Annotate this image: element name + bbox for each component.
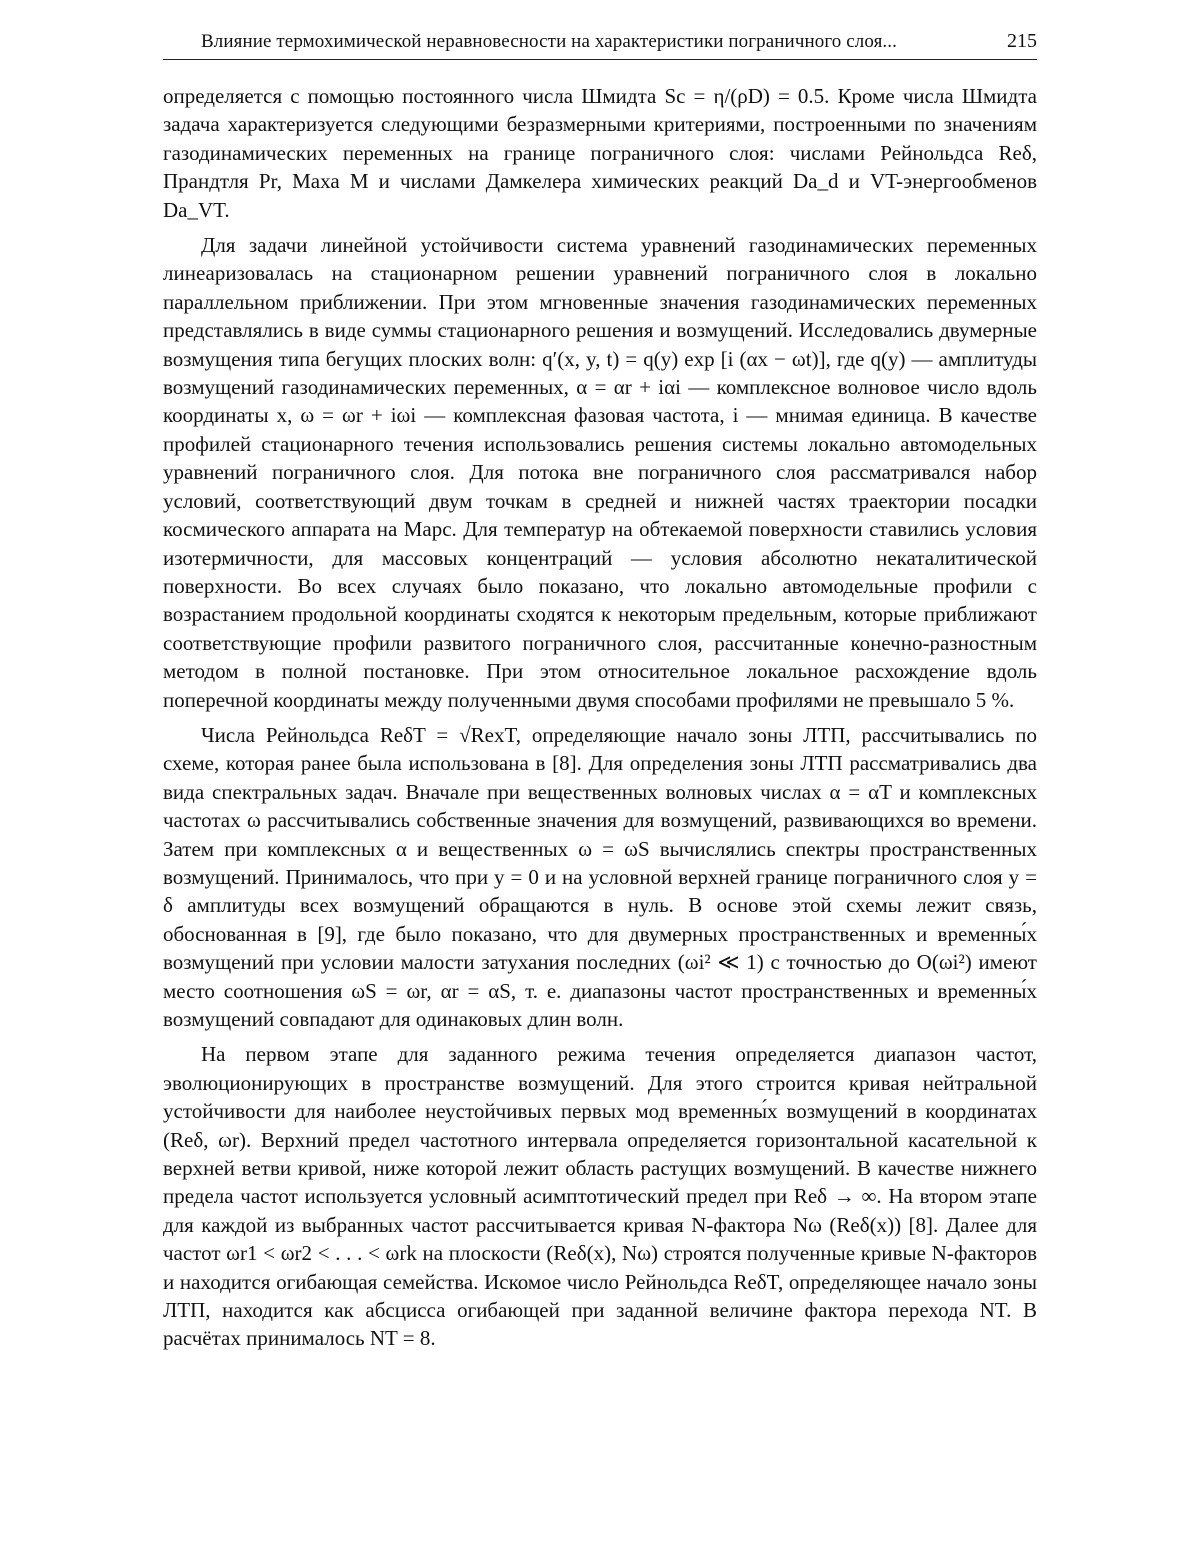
page-number: 215 (1007, 30, 1037, 52)
page (163, 30, 1037, 1360)
running-header (163, 30, 1037, 60)
paragraph-1: определяется с помощью постоянного числа Шмидта Sc = η/(ρD) = 0.5. Кроме числа Шмидта задача характеризуется следующими безразмерными критериями, построенными по значениям газодинамических переменных на границе пограничного слоя: числами Рейнольдса Reδ, Прандтля Pr, Маха M и числами Дамкелера химических реакций Da_d и VT-энергообменов Da_VT. (163, 84, 1037, 222)
running-title: Влияние термохимической неравновесности на характеристики пограничного слоя... (201, 31, 897, 52)
paragraph-3: Числа Рейнольдса ReδT = √RexT, определяющие начало зоны ЛТП, рассчитывались по схеме, которая ранее была использована в [8]. Для определения зоны ЛТП рассматривались два вида спектральных задач. Вначале при вещественных волновых числах α = αT и комплексных частотах ω рассчитывались собственные значения для возмущений, развивающихся во времени. Затем при комплексных α и вещественных ω = ωS вычислялись спектры пространственных возмущений. Принималось, что при y = 0 и на условной верхней границе пограничного слоя y = δ амплитуды всех возмущений обращаются в нуль. В основе этой схемы лежит связь, обоснованная в [9], где было показано, что для двумерных пространственных и временны́х возмущений при условии малости затухания последних (ωi² ≪ 1) с точностью до O(ωi²) имеют место соотношения ωS = ωr, αr = αS, т. е. диапазоны частот пространственных и временны́х возмущений совпадают для одинаковых длин волн. (163, 722, 1037, 1031)
paragraph-2: Для задачи линейной устойчивости система уравнений газодинамических переменных линеаризовалась на стационарном решении уравнений пограничного слоя в локально параллельном приближении. При этом мгновенные значения газодинамических переменных представлялись в виде суммы стационарного решения и возмущений. Исследовались двумерные возмущения типа бегущих плоских волн: q′(x, y, t) = q(y) exp [i (αx − ωt)], где q(y) — амплитуды возмущений газодинамических переменных, α = αr + iαi — комплексное волновое число вдоль координаты x, ω = ωr + iωi — комплексная фазовая частота, i — мнимая единица. В качестве профилей стационарного течения использовались решения системы локально автомодельных уравнений пограничного слоя. Для потока вне пограничного слоя рассматривался набор условий, соответствующий двум точкам в средней и нижней частях траектории посадки космического аппарата на Марс. Для температур на обтекаемой поверхности ставились условия изотермичности, для массовых концентраций — условия абсолютно некаталитической поверхности. Во всех случаях было показано, что локально автомодельные профили с возрастанием продольной координаты сходятся к некоторым предельным, которые приближают соответствующие профили развитого пограничного слоя, рассчитанные конечно-разностным методом в полной постановке. При этом относительное локальное расхождение вдоль поперечной координаты между полученными двумя способами профилями не превышало 5 %. (163, 233, 1037, 712)
paragraph-4: На первом этапе для заданного режима течения определяется диапазон частот, эволюционирующих в пространстве возмущений. Для этого строится кривая нейтральной устойчивости для наиболее неустойчивых первых мод временны́х возмущений в координатах (Reδ, ωr). Верхний предел частотного интервала определяется горизонтальной касательной к верхней ветви кривой, ниже которой лежит область растущих возмущений. В качестве нижнего предела частот используется условный асимптотический предел при Reδ → ∞. На втором этапе для каждой из выбранных частот рассчитывается кривая N-фактора Nω (Reδ(x)) [8]. Далее для частот ωr1 < ωr2 < . . . < ωrk на плоскости (Reδ(x), Nω) строятся полученные кривые N-факторов и находится огибающая семейства. Искомое число Рейнольдса ReδT, определяющее начало зоны ЛТП, находится как абсцисса огибающей при заданной величине фактора перехода NT. В расчётах принималось NT = 8. (163, 1042, 1037, 1351)
